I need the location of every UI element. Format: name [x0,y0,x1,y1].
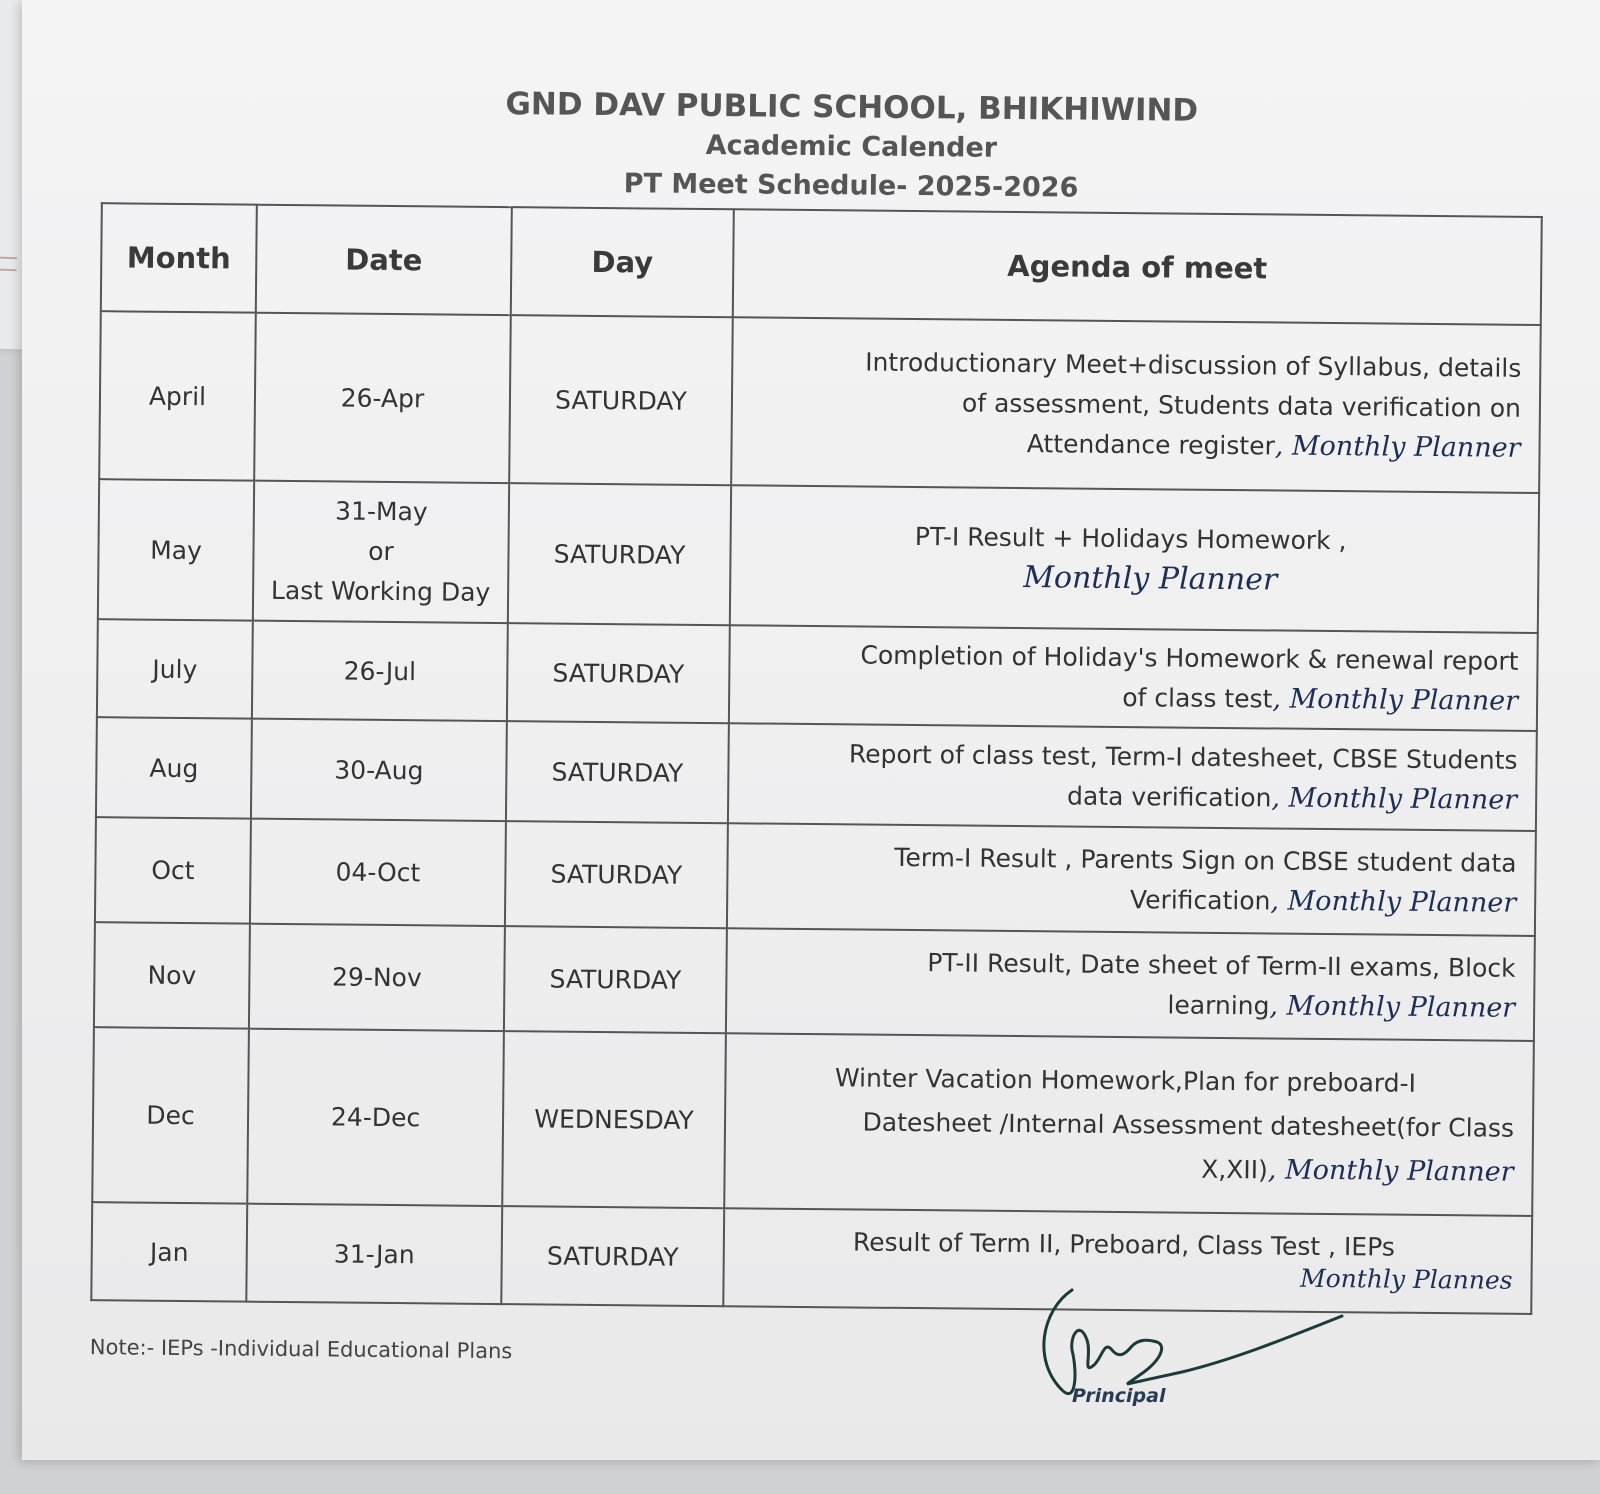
agenda-line: Result of Term II, Preboard, Class Test , IEPs [852,1227,1395,1262]
date-cell: 29-Nov [249,924,505,1031]
day-cell: SATURDAY [509,315,733,485]
handwritten-note: , Monthly Planner [1270,884,1517,919]
handwritten-note: , Monthly Planner [1271,782,1518,816]
date-cell [253,481,509,623]
date-line: 31-May [334,496,428,527]
agenda-line: Introductionary Meet+discussion of Syllabus, details [865,347,1522,383]
column-header-day: Day [511,207,734,317]
column-header-date: Date [256,205,512,315]
agenda-line: of class test [1122,683,1273,714]
month-cell: April [99,311,256,480]
agenda-line: Term-I Result , Parents Sign on CBSE student data [894,842,1517,878]
footnote: Note:- IEPs -Individual Educational Plans [89,1335,513,1364]
column-header-agenda: Agenda of meet [733,209,1542,325]
handwritten-note: Monthly Planner [1023,560,1278,598]
column-header-month: Month [101,203,257,312]
handwritten-note: , Monthly Planner [1267,1153,1514,1188]
month-cell: July [97,619,253,718]
handwritten-note: , Monthly Planner [1274,430,1521,464]
principal-label: Principal [1072,1385,1166,1407]
table-row [97,619,1538,731]
table-row [98,479,1539,633]
agenda-cell [729,625,1538,731]
agenda-line: PT-II Result, Date sheet of Term-II exams, Block [927,947,1516,983]
agenda-cell [724,1033,1534,1216]
handwritten-note: , Monthly Planner [1272,683,1519,717]
date-cell: 26-Jul [252,621,508,721]
day-cell: WEDNESDAY [502,1031,726,1208]
handwritten-note: Monthly Plannes [1299,1263,1513,1295]
agenda-line: of assessment, Students data verification on [961,388,1522,423]
margin-line [0,268,17,271]
date-cell: 04-Oct [250,819,506,926]
agenda-line: Completion of Holiday's Homework & renewal report [860,640,1519,676]
day-cell: SATURDAY [506,721,729,823]
agenda-line: Verification [1129,884,1271,915]
agenda-cell [727,823,1536,936]
agenda-line: PT-I Result + Holidays Homework , [914,522,1347,556]
table-row [92,1027,1534,1216]
agenda-line: X,XII) [1201,1154,1269,1184]
table-row [94,922,1535,1041]
handwritten-note: , Monthly Planner [1269,989,1516,1024]
month-cell: Aug [96,717,252,818]
agenda-cell [731,317,1541,493]
date-line: Last Working Day [270,575,491,607]
month-cell: Jan [91,1202,247,1301]
agenda-cell [726,928,1535,1041]
agenda-line: Report of class test, Term-I datesheet, CBSE Students [848,739,1518,775]
agenda-line: Winter Vacation Homework,Plan for preboard-I [834,1062,1417,1098]
date-cell: 31-Jan [246,1204,502,1304]
day-cell: SATURDAY [504,926,727,1033]
day-cell: SATURDAY [507,623,730,723]
day-cell: SATURDAY [501,1206,724,1306]
margin-line [0,256,17,259]
date-cell: 26-Apr [254,313,511,483]
calendar-title: Academic Calender [705,129,998,164]
month-cell: Oct [95,817,251,923]
agenda-line: Attendance register [1026,429,1275,461]
date-cell: 24-Dec [247,1029,504,1206]
day-cell: SATURDAY [508,483,731,625]
agenda-line: data verification [1066,781,1272,813]
date-cell: 30-Aug [251,719,507,821]
document-sheet [22,0,1600,1460]
date-line: or [368,536,394,567]
agenda-line: learning [1167,989,1270,1020]
table-row [96,717,1537,831]
principal-signature [1032,1280,1372,1430]
table-header-row [101,203,1542,325]
month-cell: Nov [94,922,250,1028]
month-cell: Dec [92,1027,249,1203]
school-name: GND DAV PUBLIC SCHOOL, BHIKHIWIND [505,86,1199,129]
table-row [99,311,1541,493]
agenda-cell [728,723,1537,831]
agenda-line: Datesheet /Internal Assessment datesheet(for Class [862,1107,1515,1143]
document-page [70,82,1562,1373]
schedule-title: PT Meet Schedule- 2025-2026 [623,168,1079,204]
table-row [95,817,1536,936]
day-cell: SATURDAY [505,821,728,928]
pt-meet-schedule-table [90,202,1542,1315]
month-cell: May [98,479,254,620]
agenda-cell [730,485,1539,633]
